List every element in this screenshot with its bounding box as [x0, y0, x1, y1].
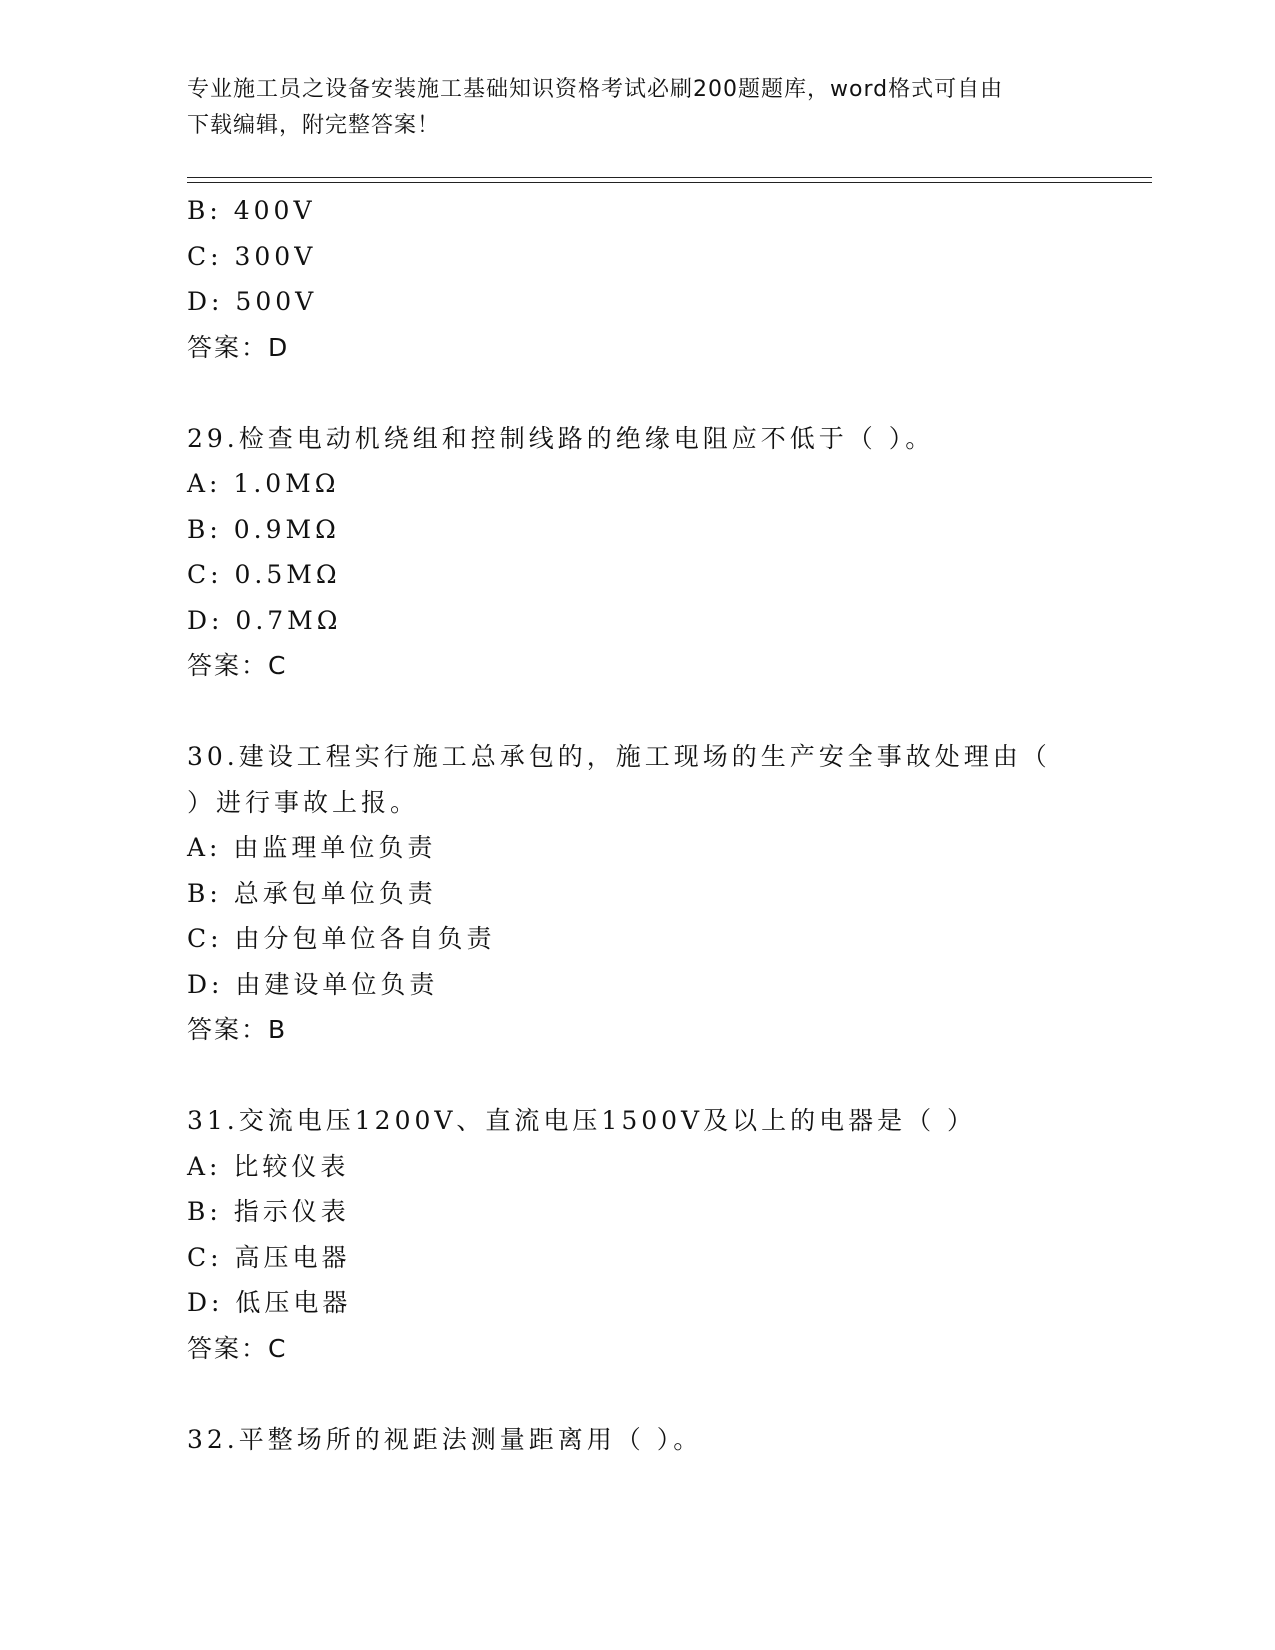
- question-content: [187, 188, 1127, 1462]
- answer-line: 答案：B: [187, 1015, 288, 1044]
- header-line-2: 下载编辑，附完整答案！: [187, 113, 441, 138]
- option-d: D: 低压电器: [187, 1288, 352, 1317]
- answer-line: 答案：C: [187, 1333, 288, 1363]
- question-32: [187, 1417, 1127, 1463]
- option-b: B: 400V: [187, 196, 316, 225]
- option-c: C: 由分包单位各自负责: [187, 924, 496, 953]
- option-c: C: 高压电器: [187, 1242, 351, 1272]
- option-d: D: 500V: [187, 287, 318, 316]
- option-d: D: 由建设单位负责: [187, 969, 439, 999]
- spacer: [187, 689, 1127, 735]
- option-d: D: 0.7MΩ: [187, 605, 342, 635]
- spacer: [187, 370, 1127, 416]
- option-a: A: 1.0MΩ: [187, 469, 340, 498]
- question-31: [187, 1098, 1127, 1371]
- question-stem: 32.平整场所的视距法测量距离用（ ）。: [187, 1424, 703, 1454]
- question-stem: 31.交流电压1200V、直流电压1500V及以上的电器是（ ）: [187, 1106, 977, 1135]
- option-a: A: 比较仪表: [187, 1151, 350, 1181]
- option-c: C: 300V: [187, 241, 317, 271]
- question-30: [187, 734, 1127, 1053]
- answer-line: 答案：C: [187, 651, 288, 680]
- spacer: [187, 1371, 1127, 1417]
- option-b: B: 0.9MΩ: [187, 514, 340, 544]
- question-28-tail: [187, 188, 1127, 370]
- question-stem-line-2: ）进行事故上报。: [187, 787, 420, 817]
- spacer: [187, 1053, 1127, 1099]
- header-divider: [187, 177, 1152, 183]
- answer-line: 答案：D: [187, 332, 290, 362]
- document-header: [187, 72, 1087, 144]
- option-b: B: 指示仪表: [187, 1197, 350, 1226]
- question-29: [187, 416, 1127, 689]
- question-stem: 29.检查电动机绕组和控制线路的绝缘电阻应不低于（ ）。: [187, 423, 935, 453]
- header-line-1: 专业施工员之设备安装施工基础知识资格考试必刷200题题库，word格式可自由: [187, 77, 1004, 102]
- option-a: A: 由监理单位负责: [187, 833, 437, 862]
- option-b: B: 总承包单位负责: [187, 878, 437, 908]
- question-stem-line-1: 30.建设工程实行施工总承包的，施工现场的生产安全事故处理由（: [187, 742, 1051, 771]
- option-c: C: 0.5MΩ: [187, 560, 341, 589]
